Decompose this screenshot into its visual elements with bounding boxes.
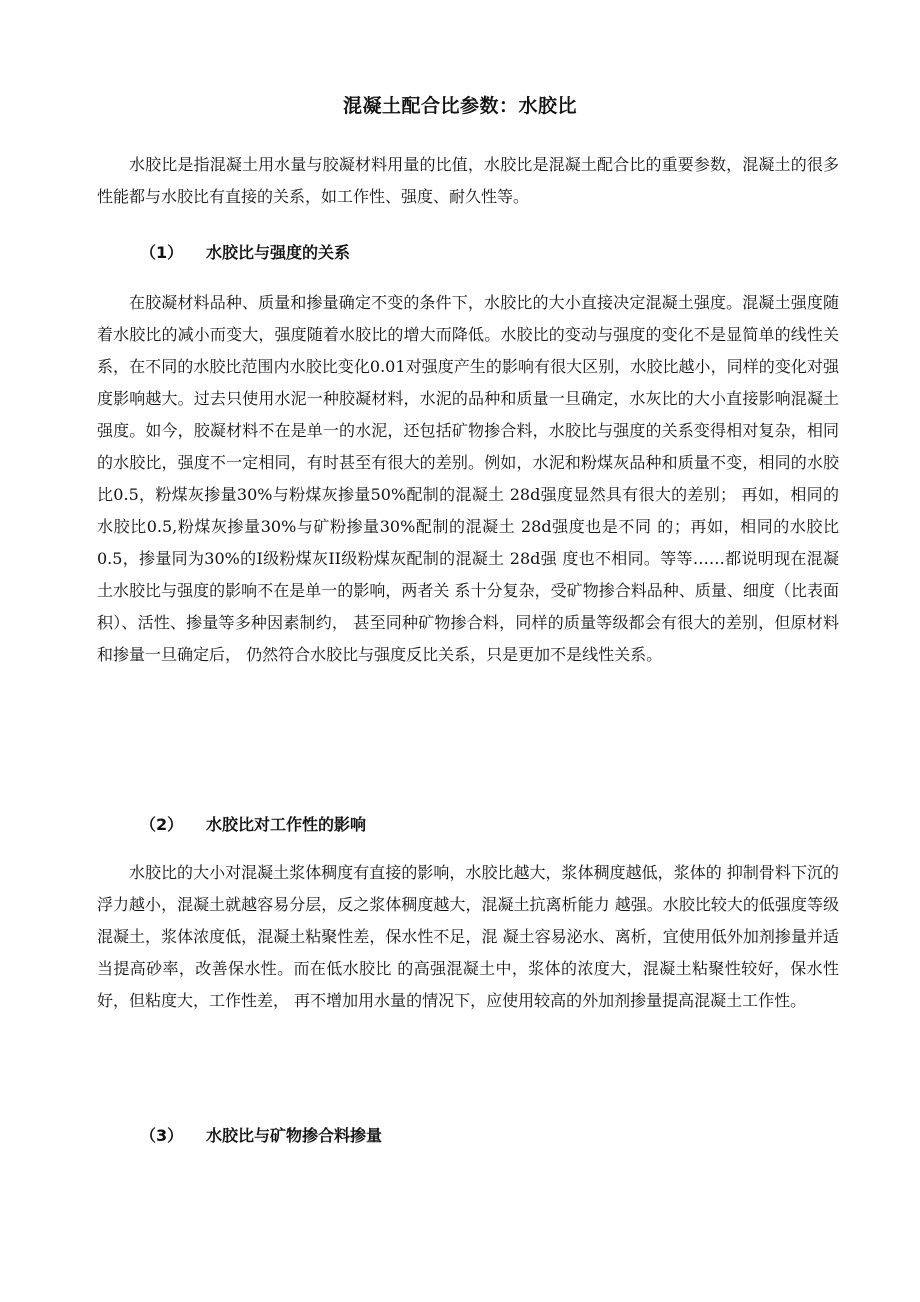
- section-title: 水胶比与矿物掺合料掺量: [206, 1126, 383, 1145]
- section-heading-1: [140, 241, 350, 265]
- section-number: （1）: [140, 243, 184, 262]
- section-heading-2: [140, 813, 366, 837]
- section-number: （3）: [140, 1126, 184, 1145]
- section-title: 水胶比对工作性的影响: [206, 815, 367, 834]
- section-number: （2）: [140, 815, 184, 834]
- section-2-body: 水胶比的大小对混凝土浆体稠度有直接的影响，水胶比越大，浆体稠度越低，浆体的 抑制骨料下沉的浮力越小，混凝土就越容易分层，反之浆体稠度越大，混凝土抗离析能力 越强。水胶比较大的低强度等级混凝土，浆体浓度低，混凝土粘聚性差，保水性不足，混 凝土容易泌水、离析，宜使用低外加剂掺量并适当提高砂率，改善保水性。而在低水胶比 的高强混凝土中，浆体的浓度大，混凝土粘聚性较好，保水性好，但粘度大，工作性差， 再不增加用水量的情况下，应使用较高的外加剂掺量提高混凝土工作性。: [97, 863, 839, 1010]
- section-1-body: 在胶凝材料品种、质量和掺量确定不变的条件下，水胶比的大小直接决定混凝土强度。混凝土强度随着水胶比的减小而变大，强度随着水胶比的增大而降低。水胶比的变动与强度的变化不是显简单的线性关系，在不同的水胶比范围内水胶比变化0.01对强度产生的影响有很大区别，水胶比越小，同样的变化对强度影响越大。过去只使用水泥一种胶凝材料，水泥的品种和质量一旦确定，水灰比的大小直接影响混凝土强度。如今，胶凝材料不在是单一的水泥，还包括矿物掺合料，水胶比与强度的关系变得相对复杂，相同的水胶比，强度不一定相同，有时甚至有很大的差别。例如，水泥和粉煤灰品种和质量不变，相同的水胶比0.5，粉煤灰掺量30%与粉煤灰掺量50%配制的混凝土 28d强度显然具有很大的差别； 再如，相同的水胶比0.5,粉煤灰掺量30%与矿粉掺量30%配制的混凝土 28d强度也是不同 的；再如，相同的水胶比0.5，掺量同为30%的I级粉煤灰II级粉煤灰配制的混凝土 28d强 度也不相同。等等……都说明现在混凝土水胶比与强度的影响不在是单一的影响，两者关 系十分复杂，受矿物掺合料品种、质量、细度（比表面积）、活性、掺量等多种因素制约， 甚至同种矿物掺合料，同样的质量等级都会有很大的差别，但原材料和掺量一旦确定后， 仍然符合水胶比与强度反比关系，只是更加不是线性关系。: [97, 293, 839, 664]
- intro-paragraph: 水胶比是指混凝土用水量与胶凝材料用量的比值，水胶比是混凝土配合比的重要参数，混凝土的很多性能都与水胶比有直接的关系，如工作性、强度、耐久性等。: [97, 155, 839, 206]
- section-heading-3: [140, 1124, 382, 1148]
- page-title: 混凝土配合比参数：水胶比: [342, 95, 577, 117]
- section-title: 水胶比与强度的关系: [206, 243, 351, 262]
